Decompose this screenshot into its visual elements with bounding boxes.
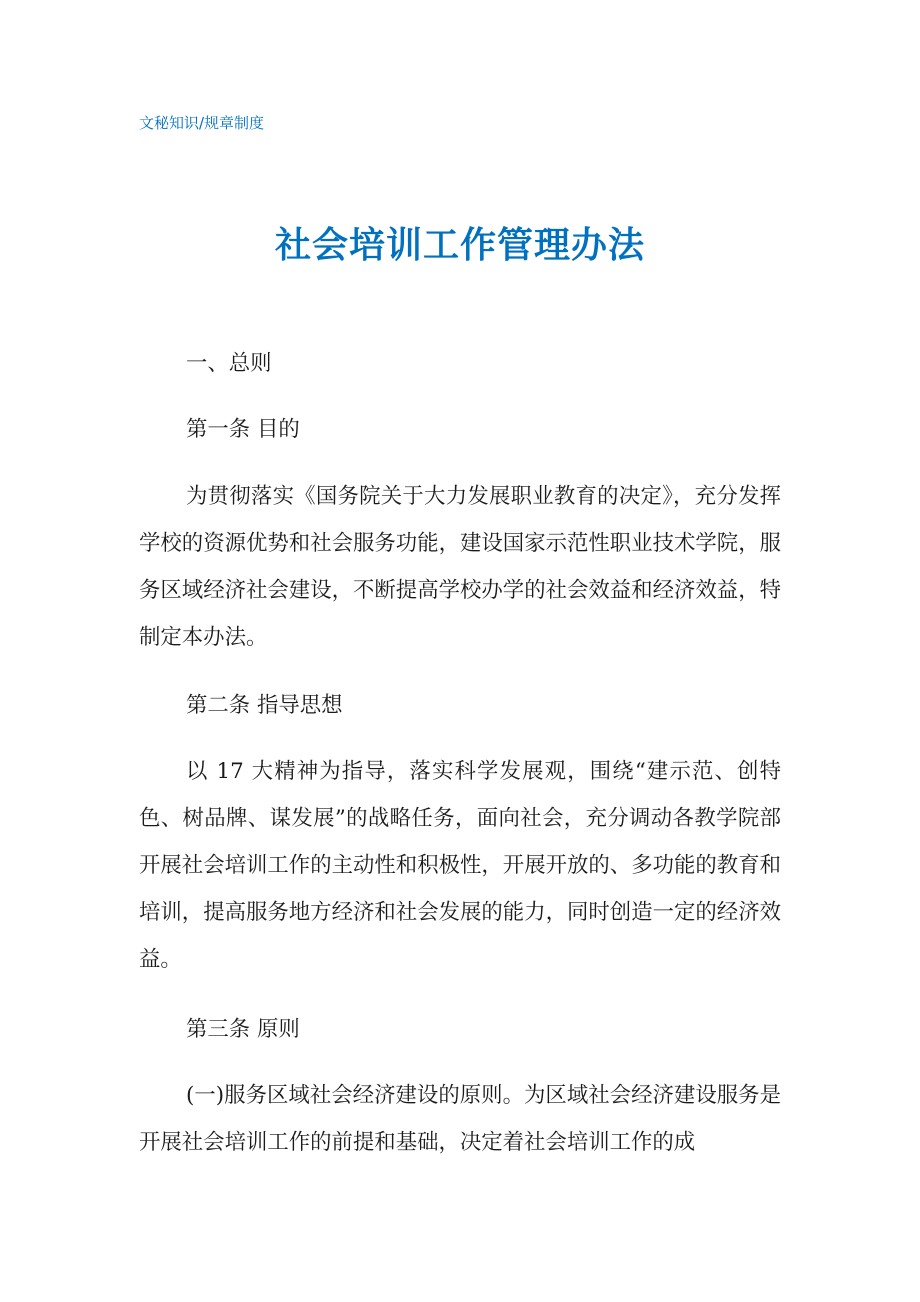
article-1-paragraph: 为贯彻落实《国务院关于大力发展职业教育的决定》，充分发挥学校的资源优势和社会服务功能，建设国家示范性职业技术学院，服务区域经济社会建设，不断提高学校办学的社会效益和经济效益，特制定本办法。: [139, 484, 781, 650]
article-3-heading: 第三条 原则: [186, 1017, 300, 1042]
article-1-heading: 第一条 目的: [186, 417, 300, 442]
article-2-paragraph: 以 17 大精神为指导，落实科学发展观，围绕“建示范、创特色、树品牌、谋发展”的战略任务，面向社会，充分调动各教学院部开展社会培训工作的主动性和积极性，开展开放的、多功能的教育和培训，提高服务地方经济和社会发展的能力，同时创造一定的经济效益。: [139, 759, 781, 972]
article-2-heading: 第二条 指导思想: [186, 693, 343, 718]
document-title: 社会培训工作管理办法: [274, 225, 645, 266]
document-category: 文秘知识/规章制度: [139, 114, 265, 132]
section-heading-general: 一、总则: [186, 351, 272, 376]
article-3-paragraph: (一)服务区域社会经济建设的原则。为区域社会经济建设服务是开展社会培训工作的前提和基础，决定着社会培训工作的成: [139, 1083, 781, 1155]
